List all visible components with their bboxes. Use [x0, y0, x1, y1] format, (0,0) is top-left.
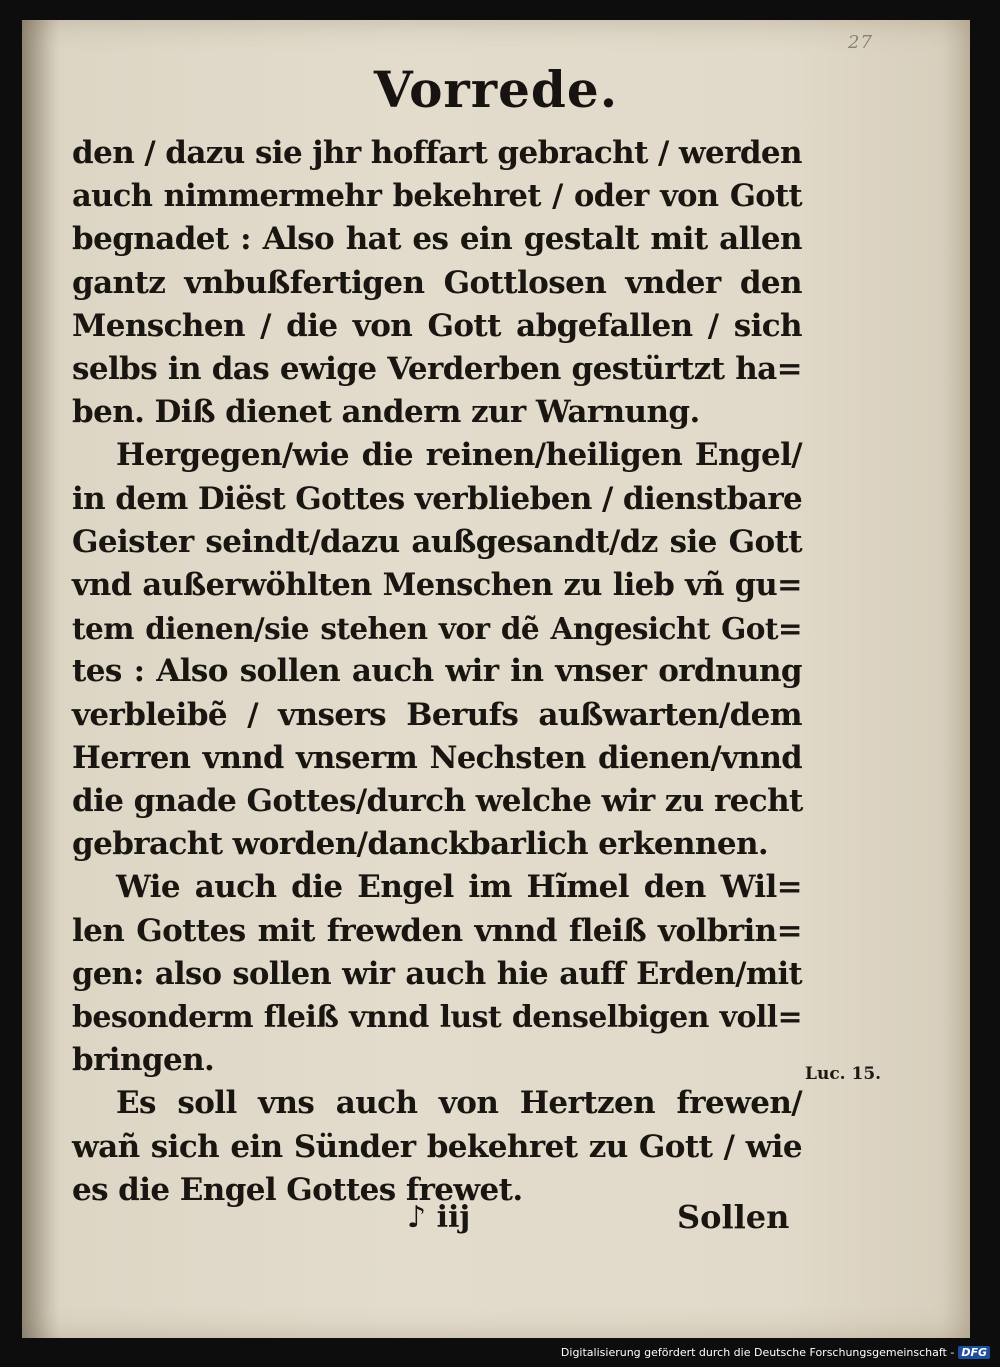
text-line: den / dazu sie jhr hoffart gebracht / werden — [72, 135, 802, 171]
gutter-shadow — [22, 20, 60, 1338]
text-line: len Gottes mit frewden vnnd fleiß volbrin= — [72, 912, 802, 949]
folio-number: 27 — [848, 32, 873, 53]
text-line: wañ sich ein Sünder bekehret zu Gott / wie — [72, 1128, 802, 1165]
text-line: in dem Diëst Gottes verblieben / dienstbare — [72, 480, 803, 517]
text-line: gantz vnbußfertigen Gottlosen vnder den — [72, 264, 802, 301]
text-line: tes : Also sollen auch wir in vnser ordnung — [72, 653, 802, 690]
text-line: gen: also sollen wir auch hie auff Erden/mit — [72, 955, 802, 992]
running-head: Vorrede. — [373, 60, 619, 119]
text-line: Wie auch die Engel im Hĩmel den Wil= — [116, 869, 802, 906]
text-line: begnadet : Also hat es ein gestalt mit allen — [72, 221, 802, 258]
text-line: Geister seindt/dazu außgesandt/dz sie Gott — [72, 523, 802, 560]
text-line: bringen. — [72, 1042, 215, 1079]
text-line: es die Engel Gottes frewet. — [72, 1171, 523, 1208]
text-line: Hergegen/wie die reinen/heiligen Engel/ — [116, 437, 802, 474]
text-line: Es soll vns auch von Hertzen frewen/ — [116, 1085, 802, 1122]
text-line: gebracht worden/danckbarlich erkennen. — [72, 826, 769, 863]
body-text — [72, 132, 802, 1212]
text-line: selbs in das ewige Verderben gestürtzt ha= — [72, 351, 802, 388]
signature-mark: ♪ iij — [407, 1200, 471, 1235]
catchword: Sollen — [677, 1198, 790, 1236]
text-line: besonderm fleiß vnnd lust denselbigen voll= — [72, 1000, 802, 1036]
text-line: Herren vnnd vnserm Nechsten dienen/vnnd — [72, 739, 802, 776]
book-page — [22, 20, 970, 1338]
text-line: tem dienen/sie stehen vor dẽ Angesicht Got= — [72, 611, 802, 647]
footer-credit-group — [561, 1346, 990, 1359]
text-line: auch nimmermehr bekehret / oder von Gott — [72, 178, 802, 215]
text-line: vnd außerwöhlten Menschen zu lieb vñ gu= — [72, 567, 802, 604]
footer-bar — [0, 1342, 1000, 1367]
text-line: Menschen / die von Gott abgefallen / sich — [72, 307, 802, 344]
text-line: ben. Diß dienet andern zur Warnung. — [72, 394, 700, 431]
dfg-logo: DFG — [958, 1346, 990, 1359]
text-line: verbleibẽ / vnsers Berufs außwarten/dem — [72, 696, 802, 733]
text-line: die gnade Gottes/durch welche wir zu recht — [72, 783, 803, 820]
footer-credit: Digitalisierung gefördert durch die Deutsche Forschungsgemeinschaft - — [560, 1346, 955, 1359]
margin-note: Luc. 15. — [805, 1064, 882, 1084]
